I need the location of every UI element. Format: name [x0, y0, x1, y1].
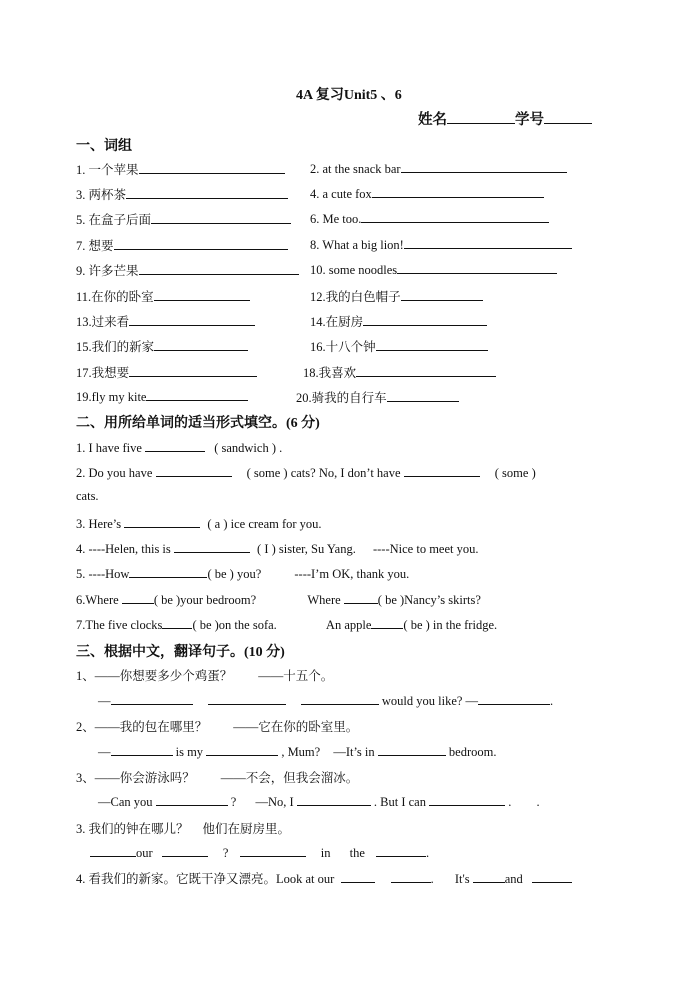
fill-blank-line: 4. ----Helen, this is ( I ) sister, Su Yang. ----Nice to meet you.	[76, 542, 479, 556]
phrase-item: 17.我想要	[76, 363, 257, 381]
section1-heading: 一、词组	[76, 139, 132, 154]
fill-blank-line: 3. Here’s ( a ) ice cream for you.	[76, 517, 322, 531]
translation-answer: our ? in the .	[90, 844, 429, 861]
translation-answer: — would you like? — .	[98, 694, 554, 708]
id-label: 学号	[515, 112, 544, 128]
fill-blank-line: cats.	[76, 489, 99, 503]
translation-prompt: 1、——你想要多少个鸡蛋？ ——十五个。	[76, 669, 334, 683]
phrase-item: 4. a cute fox	[310, 185, 544, 202]
translation-answer: —Can you ? —No, I . But I can . .	[98, 795, 540, 809]
phrase-item: 12.我的白色帽子	[310, 287, 483, 305]
phrase-item: 9. 许多芒果	[76, 261, 299, 279]
phrase-item: 8. What a big lion!	[310, 236, 572, 253]
translation-prompt: 3. 我们的钟在哪儿？ 他们在厨房里。	[76, 822, 291, 836]
fill-blank-line: 6.Where ( be )your bedroom? Where ( be )Nancy’s skirts?	[76, 593, 481, 607]
phrase-item: 6. Me too.	[310, 210, 549, 227]
worksheet-title: 4A 复习Unit5 、6	[296, 88, 402, 103]
phrase-item: 11.在你的卧室	[76, 287, 250, 305]
fill-blank-line: 7.The five clocks ( be )on the sofa. An apple ( be ) in the fridge.	[76, 618, 498, 632]
translation-prompt: 3、——你会游泳吗？ ——不会，但我会溜冰。	[76, 771, 359, 785]
phrase-item: 20.骑我的自行车	[296, 388, 459, 406]
section3-heading: 三、根据中文，翻译句子。(10 分)	[76, 645, 285, 660]
phrase-item: 15.我们的新家	[76, 337, 248, 355]
phrase-item: 5. 在盒子后面	[76, 210, 291, 228]
fill-blank-line: 2. Do you have ( some ) cats? No, I don’t have ( some )	[76, 466, 536, 480]
phrase-item: 16.十八个钟	[310, 337, 488, 355]
fill-blank-line: 1. I have five ( sandwich ) .	[76, 441, 283, 455]
section2-heading: 二、用所给单词的适当形式填空。(6 分)	[76, 416, 320, 431]
phrase-item: 10. some noodles	[310, 261, 557, 278]
translation-answer: — is my , Mum? —It’s in bedroom.	[98, 745, 497, 759]
phrase-item: 7. 想要	[76, 236, 288, 254]
phrase-item: 18.我喜欢	[303, 363, 496, 381]
name-field[interactable]	[418, 108, 592, 129]
phrase-item: 1. 一个苹果	[76, 160, 285, 178]
phrase-item: 2. at the snack bar	[310, 160, 567, 177]
translation-prompt: 4. 看我们的新家。它既干净又漂亮。Look at our . It's and	[76, 869, 572, 887]
phrase-item: 13.过来看	[76, 312, 255, 330]
translation-prompt: 2、——我的包在哪里？ ——它在你的卧室里。	[76, 720, 359, 734]
phrase-item: 19.fly my kite	[76, 388, 248, 405]
name-label: 姓名	[418, 112, 447, 128]
fill-blank-line: 5. ----How ( be ) you? ----I’m OK, thank you.	[76, 567, 410, 581]
phrase-item: 14.在厨房	[310, 312, 487, 330]
phrase-item: 3. 两杯茶	[76, 185, 288, 203]
